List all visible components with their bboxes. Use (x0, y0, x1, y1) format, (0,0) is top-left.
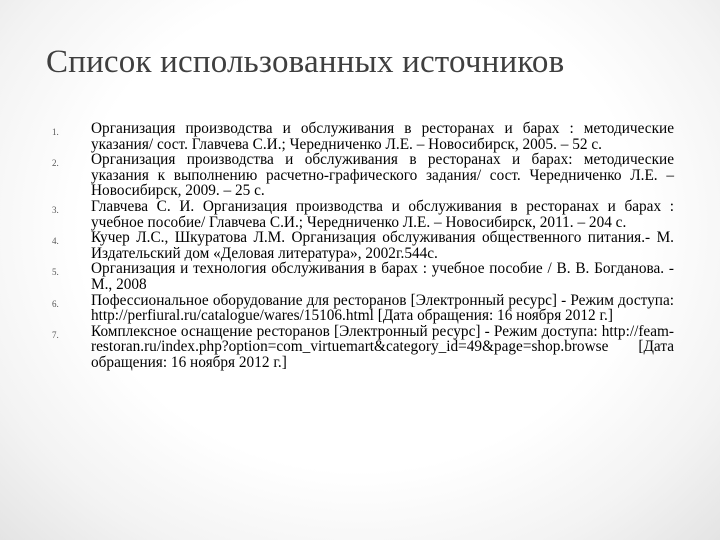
list-item-number: 3. (52, 204, 59, 215)
list-item-number: 7. (52, 329, 59, 340)
list-item-number: 2. (52, 158, 59, 169)
list-item-number: 5. (52, 267, 59, 278)
slide-title: Список использованных источников (46, 44, 565, 80)
list-item-text: Главчева С. И. Организация производства и обслуживания в ресторанах и барах : учебное пособие/ Главчева С.И.; Чередниченко Л.Е. – Новосибирск, 2011. – 204 с. (91, 197, 674, 231)
list-item (52, 152, 674, 199)
list-item (52, 199, 674, 230)
list-item-text: Комплексное оснащение ресторанов [Электронный ресурс] - Режим доступа: http://feam-restoran.ru/index.php?option=com_virtuemart&category_id=49&page=shop.browse [Дата обращения: 16 ноября 2012 г.] (91, 322, 674, 371)
list-item-text: Кучер Л.С., Шкуратова Л.М. Организация обслуживания общественного питания.- М. Издательский дом «Деловая литература», 2002г.544с. (91, 229, 674, 262)
list-item (52, 261, 674, 292)
list-item (52, 293, 674, 324)
list-item-number: 6. (52, 298, 59, 309)
list-item-text: Организация производства и обслуживания в ресторанах и барах : методические указания/ сост. Главчева С.И.; Чередниченко Л.Е. – Новосибирск, 2005. – 52 с. (91, 120, 674, 153)
list-item-number: 4. (52, 236, 59, 247)
sources-list (52, 121, 674, 371)
list-item-text: Организация производства и обслуживания в ресторанах и барах: методические указания к выполнению расчетно-графического задания/ сост. Чередниченко Л.Е. – Новосибирск, 2009. – 25 с. (91, 151, 674, 200)
list-item (52, 121, 674, 152)
list-item (52, 324, 674, 371)
list-item-text: Организация и технология обслуживания в барах : учебное пособие / В. В. Богданова. - М., 2008 (91, 260, 674, 293)
list-item-number: 1. (52, 127, 59, 137)
list-item (52, 230, 674, 261)
list-item-text: Пофессиональное оборудование для ресторанов [Электронный ресурс] - Режим доступа: http://perfiural.ru/catalogue/wares/15106.html [Дата обращения: 16 ноября 2012 г.] (91, 291, 674, 325)
